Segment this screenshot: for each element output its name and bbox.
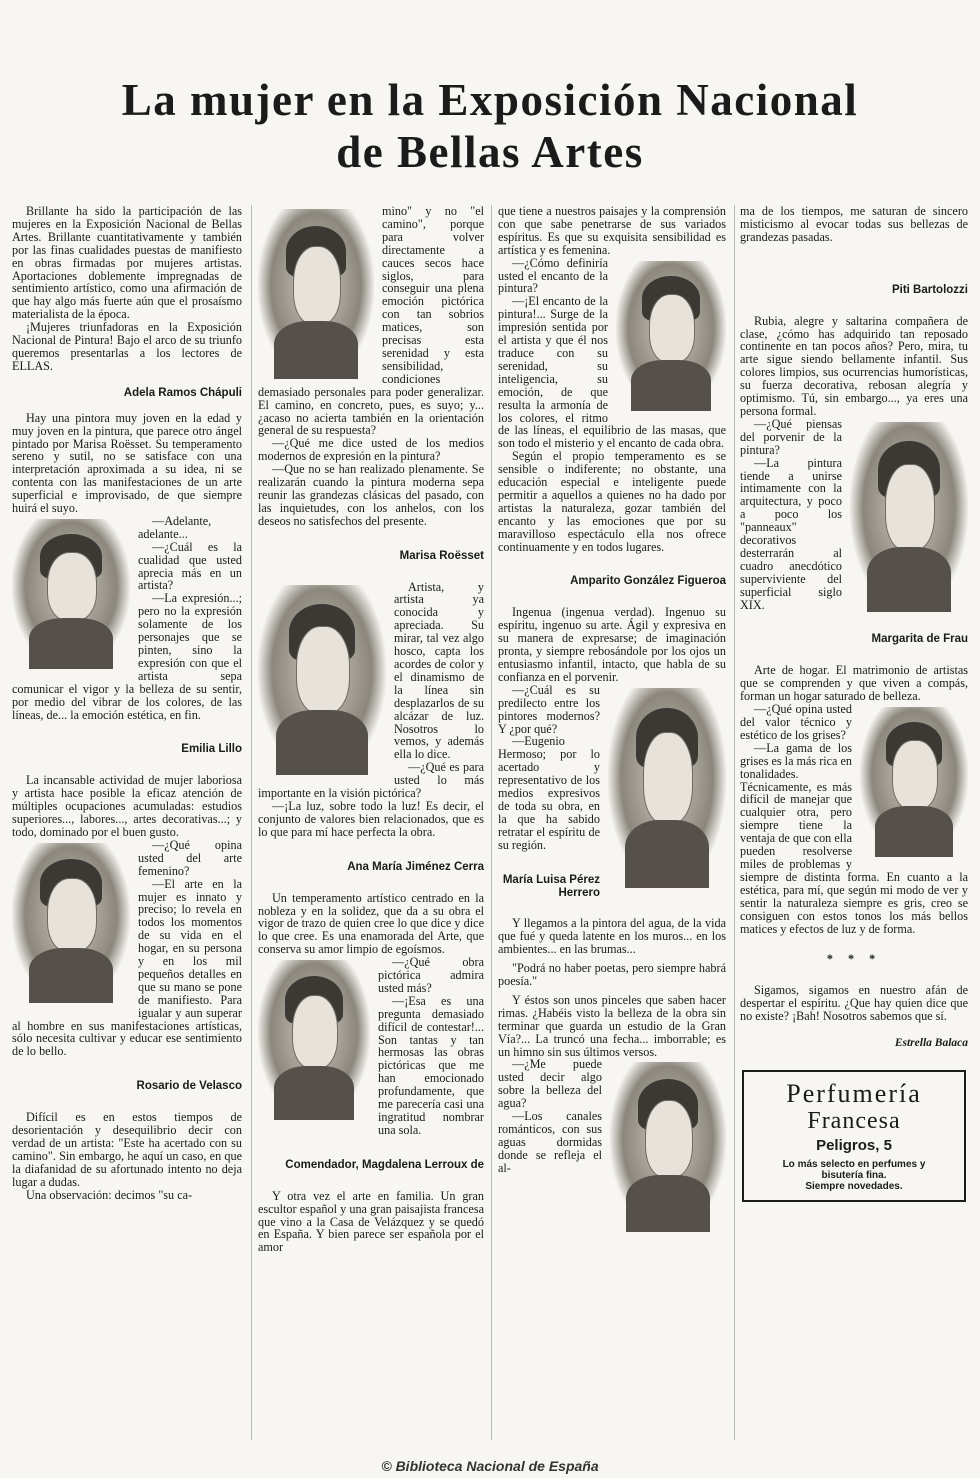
intro-paragraph: Brillante ha sido la participación de las mujeres en la Exposición Nacional de Bellas Artes. Brillante cuantitativamente y también por las finas cualidades puestas de manifiesto en obras firmadas por mujeres artistas. Aportaciones doblemente impregnadas de sentimiento artístico, como una afirmación de que hay algo más fuerte aún que el prosaísmo materialista de la época. bbox=[12, 204, 242, 322]
body bbox=[29, 618, 114, 669]
portrait-adela-photo bbox=[12, 519, 130, 669]
paragraph: Difícil es en estos tiempos de desorientación y desequilibrio decir con verdad de un artista: "Este ha acertado con su camino". Sin embargo, he aquí un caso, en que la diafanidad de su afortunado intento no deja lugar a dudas. bbox=[12, 1110, 242, 1189]
portrait-rosario-photo bbox=[258, 209, 374, 379]
body bbox=[276, 710, 368, 775]
column-3 bbox=[498, 205, 726, 1238]
portrait-maria-luisa-photo bbox=[610, 1062, 726, 1232]
face bbox=[293, 246, 341, 325]
paragraph: —La gama de los grises es la más rica en tonalidades. Técnicamente, es más difícil de manejar que cualquier otra, pero siempre tiene la ventaja de que con ella pueden resolverse miles de problemas y siempre de distinta forma. En cuanto a la estética, para mí, que según mi modo de ver y sentir la naturaleza siempre es gris, creo se consiguen con estos tonos los más bellos matices y efectos de luz y de forma. bbox=[740, 740, 968, 936]
artist-name-piti: Piti Bartolozzi bbox=[891, 283, 968, 296]
paragraph: Y llegamos a la pintora del agua, de la vida que fué y queda latente en los muros... en los ambientes... en las brumas... bbox=[498, 916, 726, 957]
sculpture-bust-photo bbox=[616, 261, 726, 411]
artist-name-adela: Adela Ramos Chápuli bbox=[123, 386, 242, 399]
paragraph: —¿Qué opina usted del arte femenino? bbox=[138, 837, 242, 878]
portrait-emilia-photo bbox=[12, 843, 130, 1003]
body bbox=[867, 547, 952, 612]
paragraph: —¡La luz, sobre todo la luz! Es decir, el conjunto de valores bien relacionados, que es lo que para mí hace perfecta la obra. bbox=[258, 798, 484, 839]
paragraph: mino" y no "el camino", porque para volver directamente a cauces secos hace siglos, para conseguir una plena emoción pictórica con tan sobrios matices, son precisas esta serenidad y esta sensibilidad, condiciones demasiado personales para poder generalizar. El camino, en concreto, pues, es suyo; y... ¿acaso no acierta también en la orientación general de su respuesta? bbox=[258, 204, 484, 438]
paragraph: —Adelante, adelante... bbox=[138, 513, 212, 541]
artist-name-emilia: Emilia Lillo bbox=[181, 743, 242, 756]
paragraph: —¡Esa es una pregunta demasiado difícil de contestar!... Son tantas y tan hermosas las obras pictóricas que me han emocionado profundamente, que me parecería casi una ingratitud nombrar una sola. bbox=[378, 993, 484, 1137]
ad-address: Peligros, 5 bbox=[816, 1136, 892, 1154]
paragraph: —La expresión...; pero no la expresión solamente de los personajes que se pinten, sino la expresión con que el artista sepa comunicar el vigor y la belleza de su sentir, por medio del vibrar de los colores, de las líneas, de... la emoción estética, en fin. bbox=[12, 591, 242, 722]
paragraph: Artista, y artista ya conocida y apreciada. Su mirar, tal vez algo hosco, capta los acordes de color y el dinamismo de la línea sin desplazarlos de su alcázar de luz. Nosotros lo vemos, y además ella lo dice. bbox=[394, 579, 484, 762]
column-4 bbox=[740, 205, 968, 1202]
quote: "Podrá no haber poetas, pero siempre habrá poesía." bbox=[498, 961, 726, 989]
paragraph: Y éstos son unos pinceles que saben hacer rimas. ¿Habéis visto la belleza de la obra sin terminar que guarda un estudio de la Gran Vía?... La truncó una fecha... imborrable; es un himno sin sus últimos versos. bbox=[498, 992, 726, 1059]
headline-line-2: de Bellas Artes bbox=[336, 127, 644, 177]
paragraph: Arte de hogar. El matrimonio de artistas que se comprenden y que viven a compás, forman un hogar saturado de belleza. bbox=[740, 663, 968, 704]
paragraph: —¿Cuál es la cualidad que usted aprecia más en un artista? bbox=[138, 539, 242, 593]
ad-tagline-1: Lo más selecto en perfumes y bbox=[782, 1158, 926, 1170]
column-rule bbox=[491, 205, 492, 1440]
face bbox=[892, 740, 937, 810]
face bbox=[885, 464, 934, 552]
paragraph: —¿Cuál es su predilecto entre los pintores modernos? Y ¿por qué? bbox=[498, 682, 600, 736]
paragraph: —La pintura tiende a unirse intimamente con la arquitectura, y poco a poco los "panneaux" decorativos desterrarán al cuadro anecdótico superviviente del superficial siglo XIX. bbox=[740, 455, 842, 612]
paragraph: —Que no se han realizado plenamente. Se realizarán cuando la pintura moderna sepa reunir las grandezas clásicas del pasado, con las inquietudes, con los anhelos, con los deseos no satisfechos del presente. bbox=[258, 462, 484, 528]
portrait-margarita-photo bbox=[860, 707, 968, 857]
artist-name-ana: Ana María Jiménez Cerra bbox=[347, 860, 484, 873]
paragraph: Rubia, alegre y saltarina compañera de clase, ¿cómo has adquirido tan reposado continente en tan pocos años? Pero, mira, tu arte sigue siendo bellamente infantil. Sus colores limpios, sus ocurrencias humorísticas, su fuerza decorativa, rebosan alegría y optimismo. Tú, sin embargo..., ya eres una persona formal. bbox=[740, 313, 968, 418]
paragraph: Y otra vez el arte en familia. Un gran escultor español y una gran paisajista francesa que vino a la Casa de Velázquez y se quedó en España. Y bien parece ser española por el amor bbox=[258, 1188, 484, 1255]
paragraph: —¿Qué me dice usted de los medios modernos de expresión en la pintura? bbox=[258, 436, 484, 464]
paragraph: —¿Qué piensas del porvenir de la pintura? bbox=[740, 416, 842, 457]
paragraph: —¿Qué opina usted del valor técnico y estético de los grises? bbox=[740, 702, 852, 742]
perfumeria-advertisement bbox=[742, 1070, 966, 1202]
portrait-marisa-photo bbox=[258, 585, 386, 775]
section-divider-stars: * * * bbox=[826, 952, 882, 967]
face bbox=[643, 732, 692, 824]
ad-tagline-3: Siempre novedades. bbox=[805, 1180, 903, 1192]
ad-title: Perfumería bbox=[786, 1078, 922, 1108]
body bbox=[875, 806, 953, 857]
paragraph: —Eugenio Hermoso; por lo acertado y representativo de los medios expresivos de toda su obra, en la que ha sabido retratar el espíritu de su región. bbox=[498, 734, 600, 852]
artist-name-marisa: Marisa Roësset bbox=[399, 549, 484, 562]
body bbox=[626, 1175, 710, 1233]
portrait-piti-photo bbox=[850, 422, 968, 612]
portrait-amparito-photo bbox=[608, 688, 726, 888]
library-credit: © Biblioteca Nacional de España bbox=[381, 1458, 599, 1474]
paragraph: —El arte en la mujer es innato y preciso; lo revela en todos los momentos de su vida en el hogar, en su persona y en los mil pequeños detalles en que su mano se pone de manifiesto. Para igualar y aun superar al hombre en sus manifestaciones artísticas, sólo necesita cultivar y educar ese sentimiento de lo bello. bbox=[12, 876, 242, 1059]
artist-name-rosario: Rosario de Velasco bbox=[136, 1080, 242, 1093]
paragraph: Hay una pintora muy joven en la edad y muy joven en la pintura, que parece otro ángel pintado por Marisa Roësset. Su temperamento sereno y sutil, no se satisface con una interpretación aproximada a su idea, ni se contenta con las manifestaciones de un arte superficial e improvisado, de que siempre huirá el suyo. bbox=[12, 410, 242, 516]
paragraph: —Los canales románticos, con sus aguas dormidas donde se refleja el al- bbox=[498, 1109, 602, 1175]
face bbox=[47, 878, 96, 952]
body bbox=[274, 1066, 355, 1120]
column-2 bbox=[258, 205, 484, 1254]
paragraph: ma de los tiempos, me saturan de sincero misticismo al evocar todas sus bellezas de grandezas pasadas. bbox=[740, 204, 968, 244]
column-rule bbox=[251, 205, 252, 1440]
column-1 bbox=[12, 205, 242, 1202]
paragraph: —¿Qué obra pictórica admira usted más? bbox=[378, 955, 484, 995]
paragraph: Según el propio temperamento es se sensible o indiferente; no obstante, una educación especial e inteligente puede permitir a aquellos a quienes no ha dado por artistas la naturaleza, gozar también del encanto y las emociones que por su maravilloso espectáculo ella nos ofrece continuamente y en todos lugares. bbox=[498, 449, 726, 554]
artist-name-margarita: Margarita de Frau bbox=[871, 633, 968, 646]
headline bbox=[0, 74, 980, 178]
face bbox=[645, 1100, 693, 1179]
artist-name-amparito: Amparito González Figueroa bbox=[570, 575, 726, 588]
face bbox=[296, 626, 349, 714]
artist-name-maria-luisa: María Luisa Pérez Herrero bbox=[502, 873, 600, 899]
body bbox=[625, 820, 710, 888]
paragraph: —¿Qué es para usted lo más importante en la visión pictórica? bbox=[258, 760, 484, 801]
paragraph: que tiene a nuestros paisajes y la comprensión con que sabe penetrarse de sus variados espíritus. Es que su exquisita sensibilidad es artística y es femenina. bbox=[498, 204, 726, 257]
paragraph: Una observación: decimos "su ca- bbox=[26, 1187, 193, 1202]
paragraph: —¿Cómo definiría usted el encanto de la pintura? bbox=[498, 255, 608, 296]
paragraph: —¿Me puede usted decir algo sobre la belleza del agua? bbox=[498, 1057, 602, 1111]
column-rule bbox=[734, 205, 735, 1440]
face bbox=[47, 552, 96, 622]
body bbox=[29, 948, 114, 1002]
intro-paragraph: ¡Mujeres triunfadoras en la Exposición Nacional de Pintura! Bajo el arco de su triunfo queremos presentarlas a los lectores de ELLAS. bbox=[12, 320, 242, 373]
paragraph: La incansable actividad de mujer laboriosa y artista hace posible la eficaz atención de múltiples ocupaciones acumuladas: estudios superiores..., labores..., artes decorativas...; y todo, dominado por el buen gusto. bbox=[12, 773, 242, 839]
headline-line-1: La mujer en la Exposición Nacional bbox=[121, 75, 859, 125]
body bbox=[274, 321, 358, 379]
ad-tagline-2: bisutería fina. bbox=[821, 1169, 887, 1181]
face bbox=[292, 995, 339, 1069]
paragraph: Un temperamento artístico centrado en la nobleza y en la solidez, que da a su obra el vigor de trazo de quien cree lo que dice y dice lo que cree. Es una enamorada del Arte, que conserva su amor limpio de egoísmos. bbox=[258, 890, 484, 957]
paragraph: —¡El encanto de la pintura!... Surge de la impresión sentida por el artista y que él nos traduce con su serenidad, su inteligencia, su emoción, de que resulta la armonía de los colores, el ritmo de las líneas, el equilibrio de las masas, que son todo el misterio y el encanto de cada obra. bbox=[498, 294, 726, 451]
body bbox=[631, 360, 710, 411]
paragraph: Ingenua (ingenua verdad). Ingenuo su espíritu, ingenuo su arte. Ágil y expresiva en su manera de expresarse; de imaginación pronta, y siempre rebosándole por los ojos un entusiasmo infantil, intacto, que habla de su confianza en el porvenir. bbox=[498, 605, 726, 684]
closing-paragraph: Sigamos, sigamos en nuestro afán de despertar el espíritu. ¿Que hay quien dice que no existe? ¡Bah! Nosotros sabemos que sí. bbox=[740, 983, 968, 1024]
author-signature: Estrella Balaca bbox=[894, 1037, 968, 1050]
artist-name-comendador: Comendador, Magdalena Lerroux de bbox=[285, 1158, 484, 1171]
portrait-ana-photo bbox=[258, 960, 370, 1120]
face bbox=[649, 294, 695, 364]
ad-subtitle: Francesa bbox=[807, 1107, 901, 1134]
